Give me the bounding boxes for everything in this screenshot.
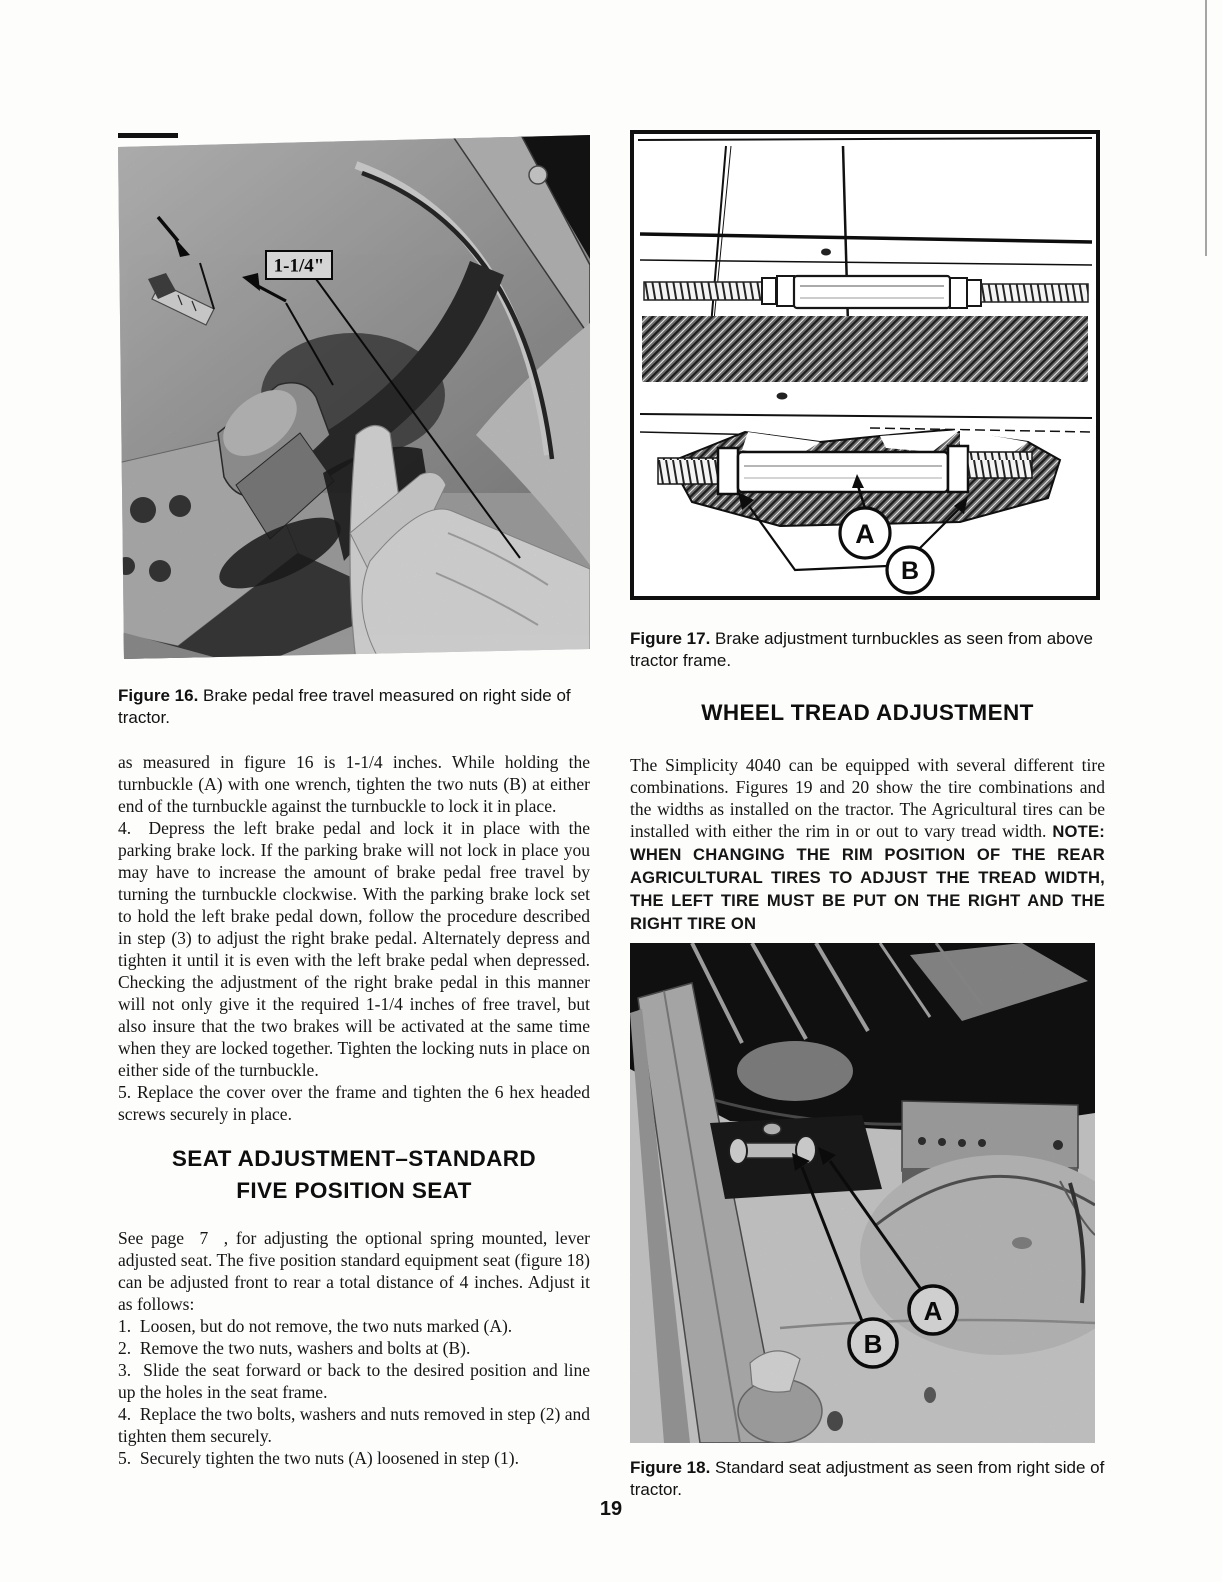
svg-text:A: A xyxy=(923,1296,943,1326)
svg-text:B: B xyxy=(863,1329,883,1359)
figure18-photo xyxy=(630,943,1095,1443)
figure18-caption-number: Figure 18. xyxy=(630,1458,711,1477)
para-wheel-tread xyxy=(630,754,1105,935)
para-wheel-tread-note: NOTE: WHEN CHANGING THE RIM POSITION OF THE REAR AGRICULTURAL TIRES TO ADJUST THE TREAD WIDTH, THE LEFT TIRE MUST BE PUT ON THE RIGHT AND THE RIGHT TIRE ON xyxy=(630,822,1105,933)
figure17-diagram xyxy=(630,130,1100,600)
photo-edge-mark xyxy=(118,133,178,138)
para-wheel-tread-normal: The Simplicity 4040 can be equipped with several different tire combinations. Figures 19 and 20 show the tire combinations and the widths as installed on the tractor. The Agricultural tires can be installed with either the rim in or out to vary tread width. xyxy=(630,755,1105,841)
figure16-caption xyxy=(118,685,590,729)
seat-step-4: 4. Replace the two bolts, washers and nuts removed in step (2) and tighten them securely. xyxy=(118,1404,590,1446)
heading-seat-line2: FIVE POSITION SEAT xyxy=(236,1178,472,1203)
figure17-caption xyxy=(630,628,1105,672)
figure18-caption-text: Standard seat adjustment as seen from right side of tractor. xyxy=(630,1458,1105,1499)
measurement-label-text: 1-1/4" xyxy=(273,255,325,277)
seat-step-5: 5. Securely tighten the two nuts (A) loosened in step (1). xyxy=(118,1448,519,1468)
svg-text:B: B xyxy=(900,557,920,585)
figure17-caption-number: Figure 17. xyxy=(630,629,711,648)
para-step-5: 5. Replace the cover over the frame and tighten the 6 hex headed screws securely in place. xyxy=(118,1082,590,1124)
page-number: 19 xyxy=(599,1498,623,1520)
scan-edge-artifact xyxy=(1205,0,1207,256)
heading-wheel-tread: WHEEL TREAD ADJUSTMENT xyxy=(701,700,1034,725)
svg-text:A: A xyxy=(855,519,875,549)
figure16-caption-number: Figure 16. xyxy=(118,686,199,705)
right-column xyxy=(630,130,1105,1501)
seat-step-2: 2. Remove the two nuts, washers and bolts at (B). xyxy=(118,1338,471,1358)
figure16-caption-text: Brake pedal free travel measured on right side of tractor. xyxy=(118,686,571,727)
heading-seat-line1: SEAT ADJUSTMENT–STANDARD xyxy=(171,1146,537,1171)
left-column xyxy=(118,133,590,1469)
figure18-caption xyxy=(630,1457,1105,1501)
para-brake-continuation: as measured in figure 16 is 1-1/4 inches. While holding the turnbuckle (A) with one wrench, tighten the two nuts (B) at either end of the turnbuckle against the turnbuckle to lock it in place. xyxy=(118,752,590,816)
heading-seat-adjustment xyxy=(118,1143,590,1207)
seat-step-3: 3. Slide the seat forward or back to the desired position and line up the holes in the seat frame. xyxy=(118,1360,590,1402)
figure17-caption-text: Brake adjustment turnbuckles as seen from above tractor frame. xyxy=(630,629,1094,670)
figure16-photo xyxy=(118,133,590,661)
para-seat-intro: See page 7 , for adjusting the optional spring mounted, lever adjusted seat. The five position standard equipment seat (figure 18) can be adjusted front to rear a total distance of 4 inches. Adjust it as follows: xyxy=(118,1228,590,1314)
seat-step-1: 1. Loosen, but do not remove, the two nuts marked (A). xyxy=(118,1316,513,1336)
para-step-4: 4. Depress the left brake pedal and lock it in place with the parking brake lock. If the parking brake will not lock in place you may have to increase the amount of brake pedal free travel by turning the turnbuckle clockwise. With the parking brake lock set to hold the left brake pedal down, follow the procedure described in step (3) to adjust the right brake pedal. Alternately depress and tighten it until it is even with the left brake pedal when depressed. Checking the adjustment of the right brake pedal in this manner will not only give it the required 1-1/4 inches of free travel, but also insure that the two brakes will be activated at the same time when they are locked together. Tighten the locking nuts in place on either side of the turnbuckle. xyxy=(118,818,590,1080)
